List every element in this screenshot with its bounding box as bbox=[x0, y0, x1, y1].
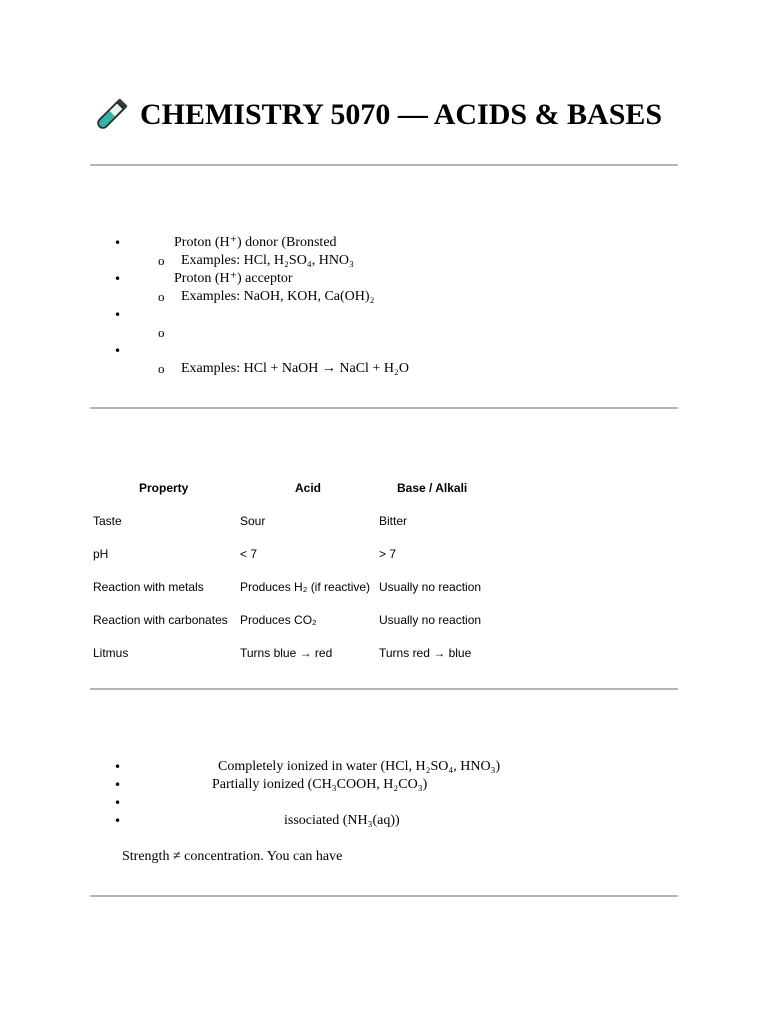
page-title bbox=[92, 96, 662, 134]
table-cell: Turns blue → red bbox=[240, 646, 333, 660]
divider bbox=[90, 688, 678, 690]
list-subitem: Examples: HCl, H₂SO₄, HNO₃ bbox=[181, 253, 354, 268]
sub-bullet: o bbox=[158, 361, 165, 376]
bullet: • bbox=[114, 778, 122, 792]
table-cell: < 7 bbox=[240, 547, 258, 561]
sub-bullet: o bbox=[158, 253, 165, 268]
sub-bullet: o bbox=[158, 325, 165, 340]
table-cell: Bitter bbox=[379, 514, 408, 528]
divider bbox=[90, 164, 678, 166]
table-cell: Turns red → blue bbox=[379, 646, 472, 660]
table-header: Acid bbox=[295, 481, 322, 495]
bullet: • bbox=[114, 236, 122, 250]
list-subitem: Examples: HCl + NaOH → NaCl + H₂O bbox=[181, 361, 409, 376]
table-header: Property bbox=[139, 481, 189, 495]
bullet: • bbox=[114, 796, 122, 810]
divider bbox=[90, 895, 678, 897]
title-text: CHEMISTRY 5070 — ACIDS & BASES bbox=[140, 98, 663, 131]
list-subitem: Examples: NaOH, KOH, Ca(OH)₂ bbox=[181, 289, 375, 304]
table-cell: Usually no reaction bbox=[379, 613, 482, 627]
table-header: Base / Alkali bbox=[397, 481, 468, 495]
test-tube-icon bbox=[92, 96, 130, 134]
bullet: • bbox=[114, 272, 122, 286]
bullet: • bbox=[114, 308, 122, 322]
table-cell: Litmus bbox=[93, 646, 129, 660]
list-item: Completely ionized in water (HCl, H₂SO₄, HNO₃) bbox=[218, 759, 501, 774]
note-text: Strength ≠ concentration. You can have bbox=[122, 849, 343, 864]
table-cell: Produces H₂ (if reactive) bbox=[240, 580, 371, 594]
list-item: Proton (H⁺) donor (Bronsted bbox=[174, 235, 337, 250]
table-cell: Sour bbox=[240, 514, 266, 528]
bullet: • bbox=[114, 344, 122, 358]
table-cell: Taste bbox=[93, 514, 122, 528]
bullet: • bbox=[114, 760, 122, 774]
table-cell: Usually no reaction bbox=[379, 580, 482, 594]
table-cell: > 7 bbox=[379, 547, 397, 561]
table-cell: Reaction with carbonates bbox=[93, 613, 228, 627]
bullet: • bbox=[114, 814, 122, 828]
table-cell: pH bbox=[93, 547, 109, 561]
table-cell: Produces CO₂ bbox=[240, 613, 317, 627]
table-cell: Reaction with metals bbox=[93, 580, 204, 594]
sub-bullet: o bbox=[158, 289, 165, 304]
list-item: issociated (NH₃(aq)) bbox=[284, 813, 400, 828]
list-item: Partially ionized (CH₃COOH, H₂CO₃) bbox=[212, 777, 428, 792]
list-item: Proton (H⁺) acceptor bbox=[174, 271, 293, 286]
divider bbox=[90, 407, 678, 409]
